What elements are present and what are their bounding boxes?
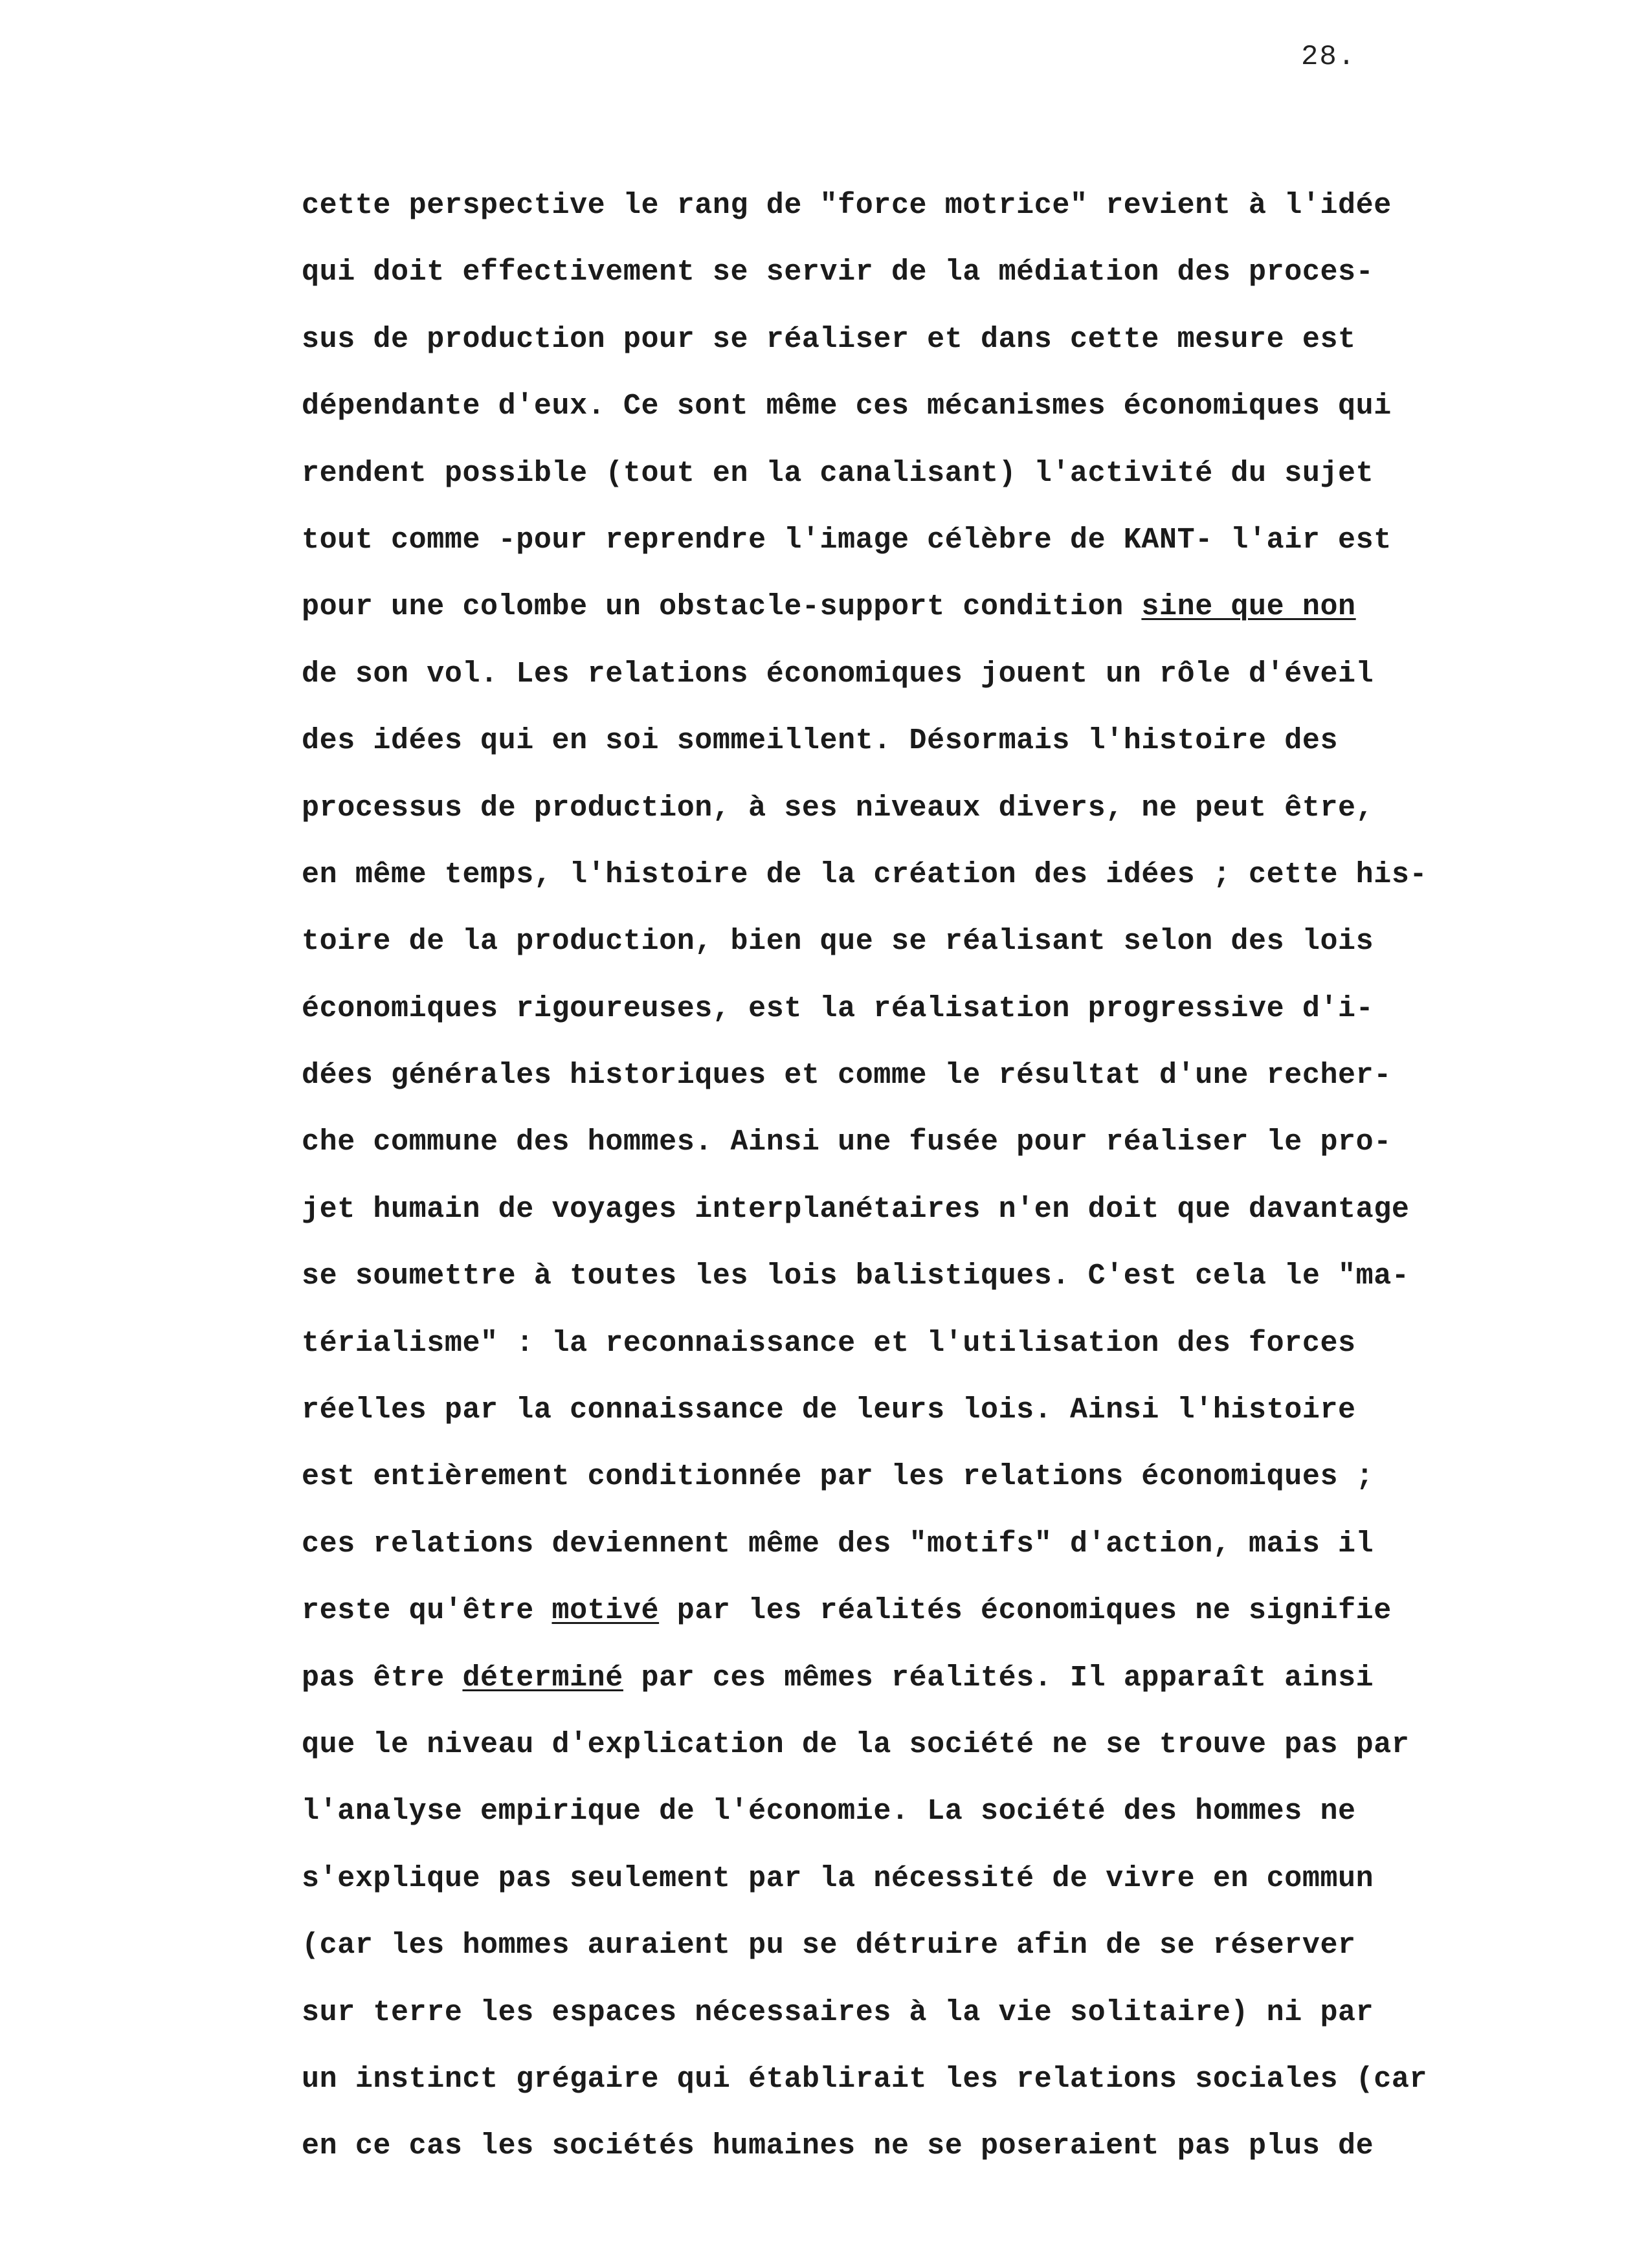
text-line <box>302 1391 1557 1458</box>
line-text: dées générales historiques et comme le résultat d'une recher- <box>302 1059 1392 1093</box>
line-text: est entièrement conditionnée par les relations économiques ; <box>302 1460 1374 1494</box>
line-text: économiques rigoureuses, est la réalisation progressive d'i- <box>302 992 1374 1025</box>
line-text: s'explique pas seulement par la nécessité de vivre en commun <box>302 1862 1374 1895</box>
text-line <box>302 1592 1557 1658</box>
line-text: par ces mêmes réalités. Il apparaît ainsi <box>623 1661 1374 1695</box>
line-text: (car les hommes auraient pu se détruire afin de se réserver <box>302 1929 1356 1962</box>
text-line <box>302 186 1557 253</box>
text-line <box>302 1257 1557 1324</box>
text-line <box>302 1792 1557 1859</box>
line-text: reste qu'être <box>302 1594 552 1628</box>
text-line <box>302 1056 1557 1123</box>
line-text: se soumettre à toutes les lois balistiques. C'est cela le "ma- <box>302 1260 1410 1293</box>
line-text: pour une colombe un obstacle-support condition <box>302 590 1142 624</box>
text-line <box>302 1860 1557 1926</box>
text-line <box>302 1324 1557 1391</box>
line-text: en même temps, l'histoire de la création des idées ; cette his- <box>302 858 1428 891</box>
text-line <box>302 722 1557 788</box>
line-text: pas être <box>302 1661 463 1695</box>
text-line <box>302 253 1557 320</box>
line-text: par les réalités économiques ne signifie <box>659 1594 1392 1628</box>
text-line <box>302 1458 1557 1524</box>
text-line <box>302 655 1557 722</box>
line-text: térialisme" : la reconnaissance et l'utilisation des forces <box>302 1326 1356 1360</box>
text-line <box>302 387 1557 454</box>
text-line <box>302 1525 1557 1592</box>
text-line <box>302 922 1557 989</box>
text-line <box>302 454 1557 521</box>
line-text: l'analyse empirique de l'économie. La société des hommes ne <box>302 1795 1356 1829</box>
line-text: sus de production pour se réaliser et dans cette mesure est <box>302 322 1356 356</box>
text-line <box>302 1190 1557 1257</box>
line-text: jet humain de voyages interplanétaires n'en doit que davantage <box>302 1192 1410 1226</box>
text-line <box>302 521 1557 588</box>
line-text: que le niveau d'explication de la société ne se trouve pas par <box>302 1728 1410 1761</box>
line-text: cette perspective le rang de "force motrice" revient à l'idée <box>302 189 1392 222</box>
line-text: qui doit effectivement se servir de la médiation des proces- <box>302 256 1374 289</box>
line-text: rendent possible (tout en la canalisant) l'activité du sujet <box>302 456 1374 490</box>
text-line <box>302 789 1557 856</box>
underlined-phrase: déterminé <box>462 1661 623 1695</box>
line-text: en ce cas les sociétés humaines ne se poseraient pas plus de <box>302 2129 1374 2163</box>
line-text: ces relations deviennent même des "motifs" d'action, mais il <box>302 1527 1374 1561</box>
text-line <box>302 1994 1557 2060</box>
text-line <box>302 1123 1557 1190</box>
line-text: che commune des hommes. Ainsi une fusée pour réaliser le pro- <box>302 1126 1392 1159</box>
underlined-phrase: sine que non <box>1141 590 1356 624</box>
page-number: 28. <box>1301 41 1357 73</box>
underlined-phrase: motivé <box>551 1594 660 1628</box>
line-text: toire de la production, bien que se réalisant selon des lois <box>302 925 1374 959</box>
line-text: réelles par la connaissance de leurs lois. Ainsi l'histoire <box>302 1394 1356 1427</box>
line-text: de son vol. Les relations économiques jouent un rôle d'éveil <box>302 657 1374 691</box>
line-text: un instinct grégaire qui établirait les relations sociales (car <box>302 2062 1428 2096</box>
text-line <box>302 1659 1557 1726</box>
text-line <box>302 1726 1557 1792</box>
line-text: sur terre les espaces nécessaires à la vie solitaire) ni par <box>302 1996 1374 2029</box>
text-line <box>302 990 1557 1056</box>
line-text: dépendante d'eux. Ce sont même ces mécanismes économiques qui <box>302 390 1392 423</box>
text-line <box>302 2127 1557 2194</box>
line-text: des idées qui en soi sommeillent. Désormais l'histoire des <box>302 724 1339 758</box>
text-line <box>302 320 1557 387</box>
text-line <box>302 2060 1557 2127</box>
line-text: tout comme -pour reprendre l'image célèbre de KANT- l'air est <box>302 523 1392 557</box>
body-text <box>302 186 1557 2194</box>
text-line <box>302 588 1557 654</box>
text-line <box>302 856 1557 922</box>
text-line <box>302 1926 1557 1993</box>
line-text: processus de production, à ses niveaux divers, ne peut être, <box>302 791 1374 825</box>
